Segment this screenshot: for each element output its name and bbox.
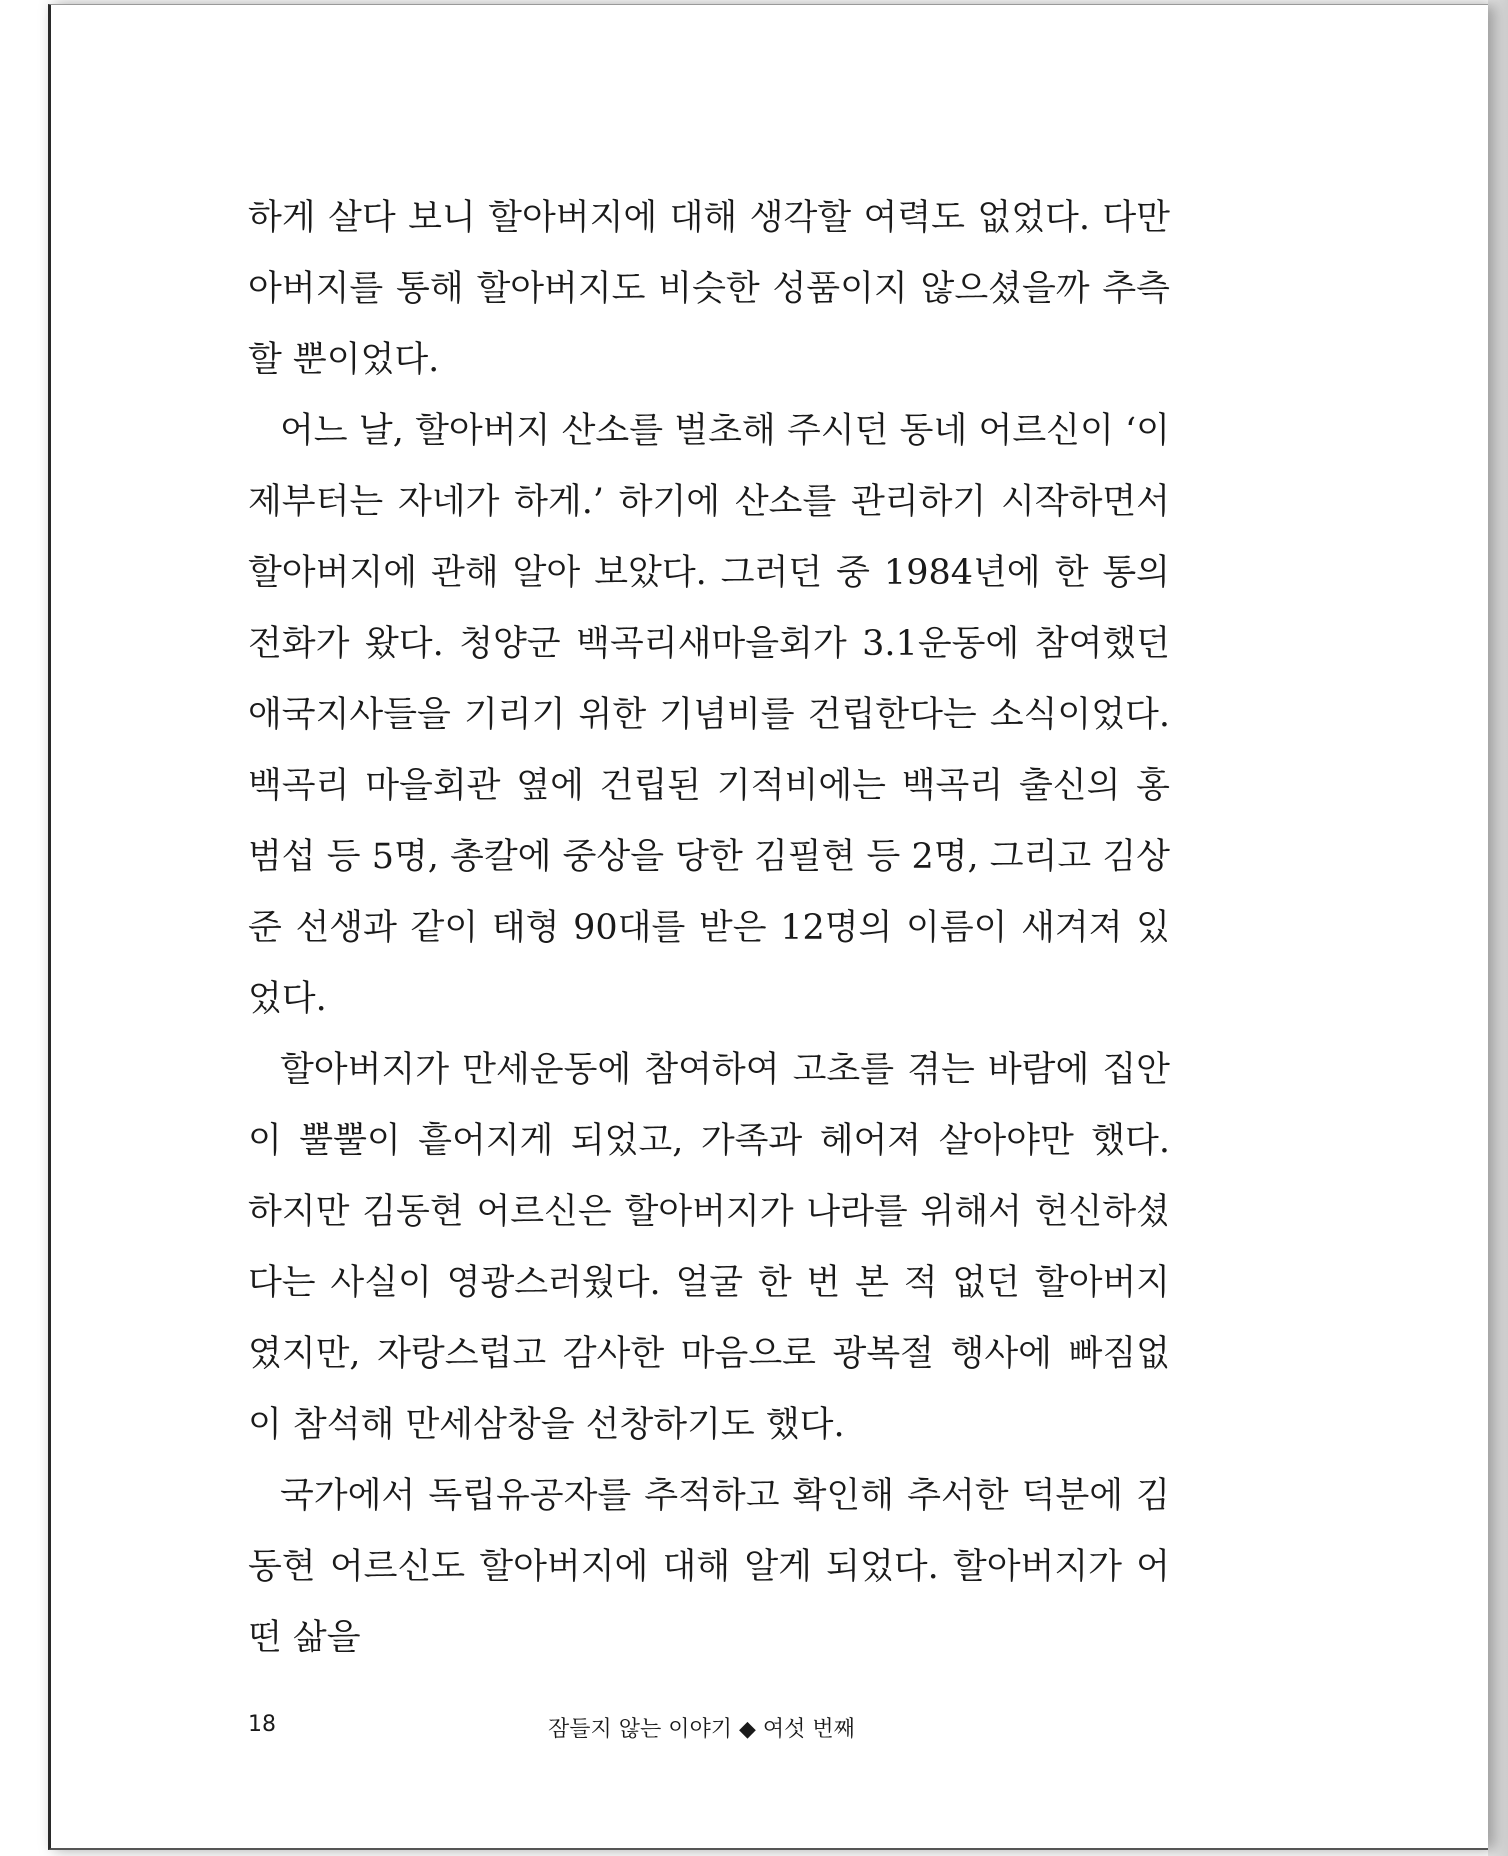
page-number: 18 [248,1712,276,1737]
paragraph-2: 어느 날, 할아버지 산소를 벌초해 주시던 동네 어르신이 ‘이제부터는 자네가 하게.’ 하기에 산소를 관리하기 시작하면서 할아버지에 관해 알아 보았다. 그러던 중 1984년에 한 통의 전화가 왔다. 청양군 백곡리새마을회가 3.1운동에 참여했던 애국지사들을 기리기 위한 기념비를 건립한다는 소식이었다. 백곡리 마을회관 옆에 건립된 기적비에는 백곡리 출신의 홍범섭 등 5명, 총칼에 중상을 당한 김필현 등 2명, 그리고 김상준 선생과 같이 태형 90대를 받은 12명의 이름이 새겨져 있었다. [248,411,1170,1019]
paragraph-4: 국가에서 독립유공자를 추적하고 확인해 추서한 덕분에 김동현 어르신도 할아버지에 대해 알게 되었다. 할아버지가 어떤 삶을 [248,1476,1170,1658]
adjacent-page-edge [1488,0,1508,1856]
body-text [248,183,1170,1674]
paragraph-3: 할아버지가 만세운동에 참여하여 고초를 겪는 바람에 집안이 뿔뿔이 흩어지게 되었고, 가족과 헤어져 살아야만 했다. 하지만 김동현 어르신은 할아버지가 나라를 위해서 헌신하셨다는 사실이 영광스러웠다. 얼굴 한 번 본 적 없던 할아버지였지만, 자랑스럽고 감사한 마음으로 광복절 행사에 빠짐없이 참석해 만세삼창을 선창하기도 했다. [248,1050,1170,1445]
paragraph-1: 하게 살다 보니 할아버지에 대해 생각할 여력도 없었다. 다만 아버지를 통해 할아버지도 비슷한 성품이지 않으셨을까 추측할 뿐이었다. [248,198,1170,380]
running-title: 잠들지 않는 이야기 ◆ 여섯 번째 [548,1717,855,1742]
